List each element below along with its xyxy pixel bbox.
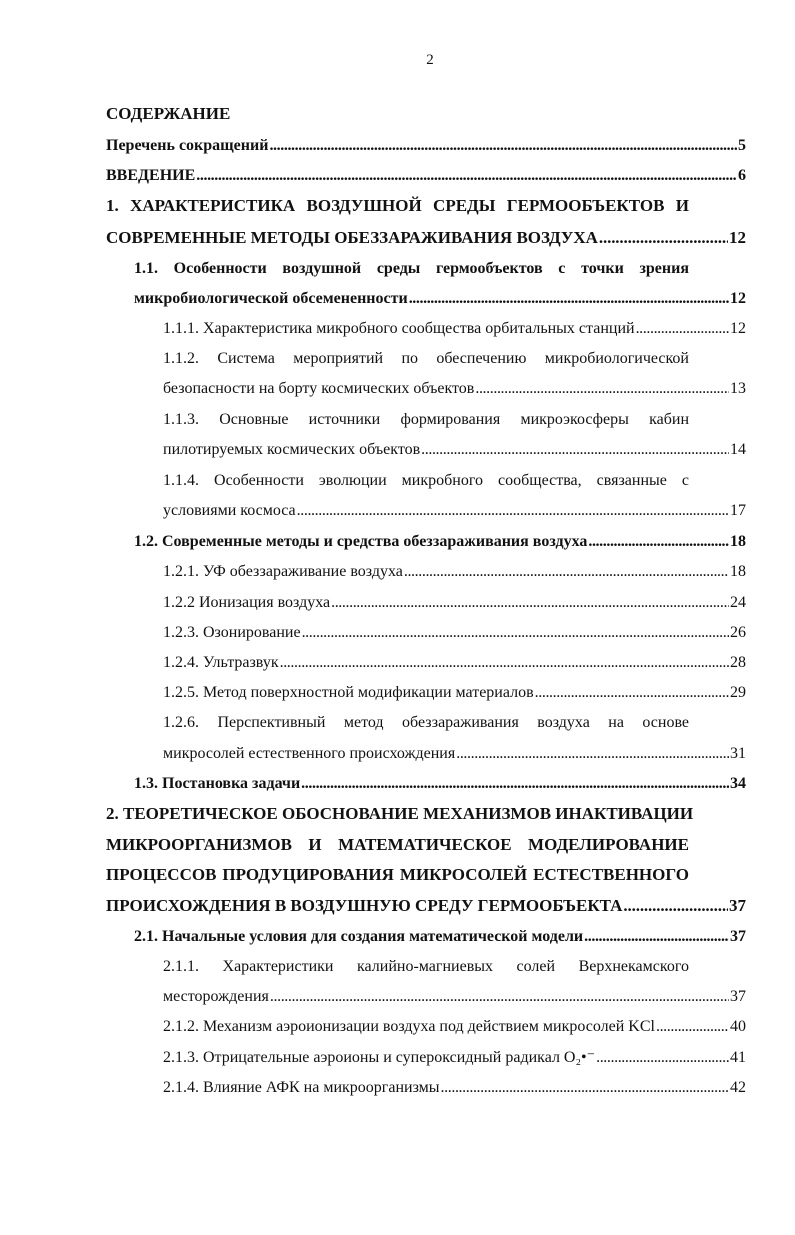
toc-page-number: 12 [730, 290, 746, 307]
toc-subsection-2-1-4[interactable]: 2.1.4. Влияние АФК на микроорганизмы . . . 42 [163, 1078, 746, 1098]
toc-section-1-2[interactable]: 1.2. Современные методы и средства обеззараживания воздуха . . . 18 [134, 532, 746, 552]
toc-subsection-1-2-1[interactable]: 1.2.1. УФ обеззараживание воздуха . . . 18 [163, 562, 746, 582]
toc-page-number: 37 [729, 896, 746, 915]
toc-page-number: 17 [730, 502, 746, 519]
toc-page-number: 37 [730, 988, 746, 1005]
toc-subsection-1-1-2-line1[interactable]: 1.1.2. Система мероприятий по обеспечению микробиологической [163, 350, 689, 367]
toc-page-number: 6 [738, 167, 746, 184]
toc-subsection-1-1-1[interactable]: 1.1.1. Характеристика микробного сообщества орбитальных станций . . . 12 [163, 319, 746, 339]
toc-chapter-2-line2[interactable]: МИКРООРГАНИЗМОВ И МАТЕМАТИЧЕСКОЕ МОДЕЛИРОВАНИЕ [106, 835, 689, 854]
toc-section-2-1[interactable]: 2.1. Начальные условия для создания математической модели . . . 37 [134, 927, 746, 947]
toc-page-number: 18 [730, 533, 746, 550]
toc-subsection-1-1-4-line1[interactable]: 1.1.4. Особенности эволюции микробного сообщества, связанные с [163, 472, 689, 489]
toc-subsection-1-1-3-line1[interactable]: 1.1.3. Основные источники формирования микроэкосферы кабин [163, 411, 689, 428]
toc-page-number: 14 [730, 441, 746, 458]
toc-page-number: 26 [730, 624, 746, 641]
toc-page-number: 28 [730, 654, 746, 671]
toc-entry-introduction[interactable]: ВВЕДЕНИЕ . . . 6 [106, 166, 746, 186]
toc-page-number: 37 [730, 928, 746, 945]
page-number: 2 [426, 52, 434, 68]
toc-page-number: 18 [730, 563, 746, 580]
toc-page-number: 12 [729, 228, 746, 247]
toc-page-number: 24 [730, 594, 746, 611]
toc-section-1-1-line1[interactable]: 1.1. Особенности воздушной среды гермообъектов с точки зрения [134, 260, 689, 277]
toc-subsection-2-1-2[interactable]: 2.1.2. Механизм аэроионизации воздуха под действием микросолей KCl . . . 40 [163, 1017, 746, 1037]
toc-subsection-1-1-3-line2[interactable]: пилотируемых космических объектов . . . 14 [163, 440, 746, 460]
toc-subsection-1-2-4[interactable]: 1.2.4. Ультразвук . . . 28 [163, 653, 746, 673]
toc-subsection-2-1-1-line1[interactable]: 2.1.1. Характеристики калийно-магниевых солей Верхнекамского [163, 958, 689, 975]
toc-subsection-1-1-4-line2[interactable]: условиями космоса . . . 17 [163, 501, 746, 521]
toc-subsection-2-1-3[interactable]: 2.1.3. Отрицательные аэроионы и супероксидный радикал O₂•⁻ . . . 41 [163, 1048, 746, 1068]
toc-page-number: 29 [730, 684, 746, 701]
toc-subsection-1-2-5[interactable]: 1.2.5. Метод поверхностной модификации материалов . . . 29 [163, 683, 746, 703]
toc-page-number: 31 [730, 745, 746, 762]
toc-page-number: 41 [730, 1049, 746, 1066]
toc-subsection-1-2-2[interactable]: 1.2.2 Ионизация воздуха . . . 24 [163, 593, 746, 613]
toc-subsection-1-2-6-line2[interactable]: микросолей естественного происхождения . . . 31 [163, 744, 746, 764]
toc-entry-abbreviations[interactable]: Перечень сокращений . . . 5 [106, 136, 746, 156]
toc-page-number: 5 [738, 137, 746, 154]
toc-chapter-1-line2[interactable]: СОВРЕМЕННЫЕ МЕТОДЫ ОБЕЗЗАРАЖИВАНИЯ ВОЗДУХА . . . 12 [106, 228, 746, 248]
toc-subsection-1-1-2-line2[interactable]: безопасности на борту космических объектов . . . 13 [163, 379, 746, 399]
toc-page-number: 13 [730, 380, 746, 397]
toc-chapter-1-line1[interactable]: 1. ХАРАКТЕРИСТИКА ВОЗДУШНОЙ СРЕДЫ ГЕРМООБЪЕКТОВ И [106, 196, 689, 215]
toc-title: СОДЕРЖАНИЕ [106, 104, 231, 123]
toc-subsection-1-2-6-line1[interactable]: 1.2.6. Перспективный метод обеззараживания воздуха на основе [163, 714, 689, 731]
toc-chapter-2-line1[interactable]: 2. ТЕОРЕТИЧЕСКОЕ ОБОСНОВАНИЕ МЕХАНИЗМОВ ИНАКТИВАЦИИ [106, 804, 694, 823]
toc-section-1-3[interactable]: 1.3. Постановка задачи . . . 34 [134, 774, 746, 794]
toc-chapter-2-line4[interactable]: ПРОИСХОЖДЕНИЯ В ВОЗДУШНУЮ СРЕДУ ГЕРМООБЪЕКТА . . . 37 [106, 896, 746, 916]
toc-page-number: 12 [730, 320, 746, 337]
toc-page-number: 42 [730, 1079, 746, 1096]
toc-section-1-1-line2[interactable]: микробиологической обсемененности . . . 12 [134, 289, 746, 309]
toc-page-number: 40 [730, 1018, 746, 1035]
toc-subsection-1-2-3[interactable]: 1.2.3. Озонирование . . . 26 [163, 623, 746, 643]
toc-subsection-2-1-1-line2[interactable]: месторождения . . . 37 [163, 987, 746, 1007]
toc-chapter-2-line3[interactable]: ПРОЦЕССОВ ПРОДУЦИРОВАНИЯ МИКРОСОЛЕЙ ЕСТЕСТВЕННОГО [106, 865, 689, 884]
toc-page-number: 34 [730, 775, 746, 792]
